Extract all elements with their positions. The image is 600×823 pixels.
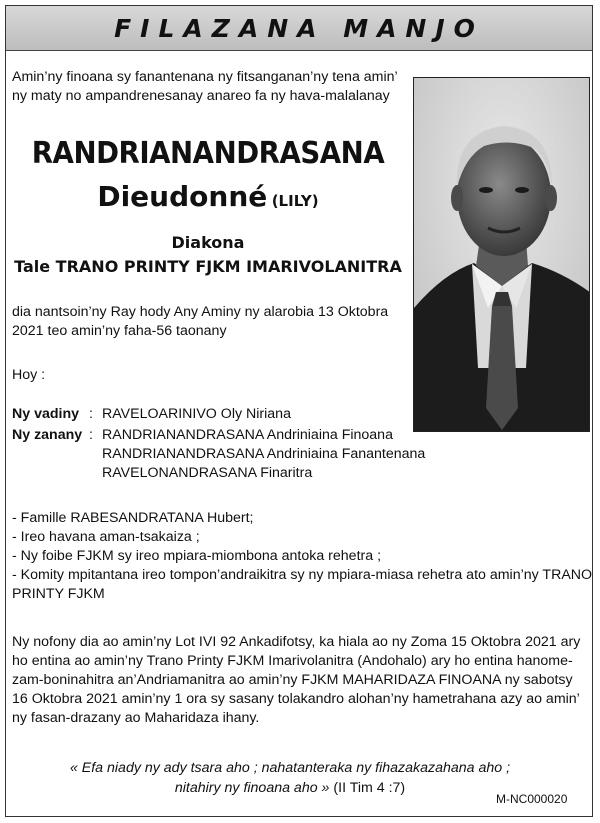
arrangements-line-4: 16 Oktobra 2021 amin’ny 1 ora sy sasany tolakandro alohan’ny hametrahana azy ao amin’ (12, 691, 580, 707)
children-label-text: Ny zanany (12, 427, 83, 443)
quote-line-1: « Efa niady ny ady tsara aho ; nahatanteraka ny fihazakazahana aho ; (69, 760, 511, 776)
children-label (12, 426, 82, 445)
others-line-4a: - Komity mpitantana ireo tompon’andraikitra sy ny mpiara-miasa rehetra ato amin’ny TRANO (12, 567, 593, 583)
child-3: RAVELONANDRASANA Finaritra (102, 465, 313, 481)
quote-reference: (II Tim 4 :7) (333, 780, 406, 796)
death-line-2: 2021 teo amin’ny faha-56 taonany (12, 323, 227, 339)
bible-quote (20, 758, 560, 798)
others-list (12, 509, 593, 604)
portrait-illustration (414, 78, 590, 432)
hoy-label: Hoy : (12, 367, 46, 383)
notice-header (6, 6, 592, 51)
death-announcement (12, 303, 412, 341)
death-line-1: dia nantsoin’ny Ray hody Any Aminy ny alarobia 13 Oktobra (12, 304, 389, 320)
reference-code: M-NC000020 (496, 792, 568, 806)
notice-title: FILAZANA MANJO (114, 13, 484, 43)
spouse-name: RAVELOARINIVO Oly Niriana (102, 406, 291, 422)
arrangements-line-5: ny fasan-drazany ao Maharidaza ihany. (12, 710, 260, 726)
spouse-sep: : (89, 406, 93, 422)
children-sep: : (89, 427, 93, 443)
quote-line-2: nitahiry ny finoana aho » (174, 780, 330, 796)
funeral-arrangements (12, 633, 590, 728)
child-1: RANDRIANANDRASANA Andriniaina Finoana (102, 427, 393, 443)
others-line-4b: PRINTY FJKM (12, 586, 105, 602)
deceased-nickname: (LILY) (271, 192, 319, 210)
deceased-first-name: Dieudonné (97, 180, 268, 213)
arrangements-line-2: ho entina ao amin’ny Trano Printy FJKM Imarivolanitra (Andohalo) ary ho entina hanome- (12, 653, 573, 669)
child-2: RANDRIANANDRASANA Andriniaina Fanantenana (102, 446, 426, 462)
spouse-label-text: Ny vadiny (12, 406, 80, 422)
deceased-role-2: Tale TRANO PRINTY FJKM IMARIVOLANITRA (14, 257, 402, 276)
quote-line-2-row (20, 778, 560, 798)
deceased-first-name-row (8, 180, 408, 213)
spouse-label (12, 405, 79, 424)
intro-line-2: ny maty no ampandrenesanay anareo fa ny hava-malalanay (12, 88, 390, 104)
others-line-1: - Famille RABESANDRATANA Hubert; (12, 510, 254, 526)
deceased-photo (413, 77, 590, 432)
arrangements-line-3: zam-boninahitra an’Andriamanitra ao amin’ny FJKM MAHARIDAZA FINOANA ny sabotsy (12, 672, 573, 688)
intro-line-1: Amin’ny finoana sy fanantenana ny fitsanganan’ny tena amin’ (12, 69, 398, 85)
others-line-2: - Ireo havana aman-tsakaiza ; (12, 529, 200, 545)
intro-text (12, 68, 407, 106)
others-line-3: - Ny foibe FJKM sy ireo mpiara-miombona antoka rehetra ; (12, 548, 382, 564)
arrangements-line-1: Ny nofony dia ao amin’ny Lot IVI 92 Ankadifotsy, ka hiala ao ny Zoma 15 Oktobra 2021 ary (12, 634, 581, 650)
children-list (102, 426, 425, 483)
deceased-role-1: Diakona (171, 233, 245, 252)
deceased-surname: RANDRIANANDRASANA (31, 136, 385, 171)
